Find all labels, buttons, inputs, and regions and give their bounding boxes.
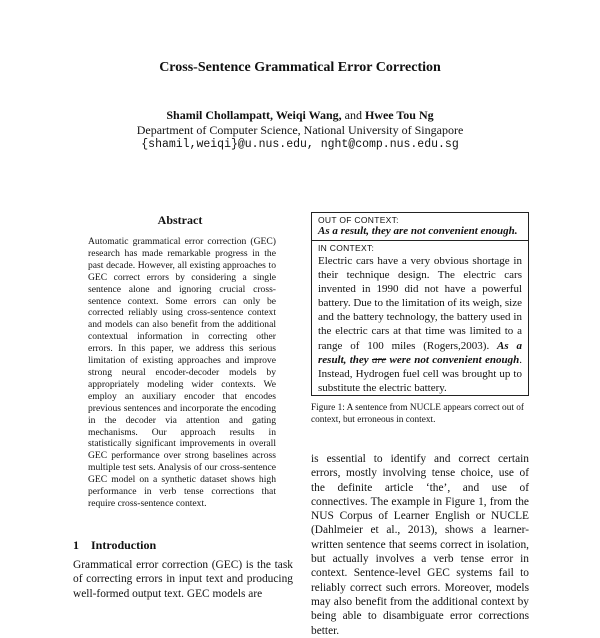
- out-of-context-label: OUT OF CONTEXT:: [318, 215, 399, 225]
- section-number: 1: [73, 538, 79, 552]
- in-context-text-2: . Instead, Hydrogen fuel cell was brought up to substitute the electric battery.: [318, 353, 522, 394]
- in-context-text-1: Electric cars have a very obvious shortage in their technique design. The electric cars invented in 1990 did not have a powerful battery. Due to the limitation of its weigh, size and the battery technology, the battery used in the electric cars at that time was limited to a range of 100 miles (Rogers,2003).: [318, 255, 522, 352]
- affiliation: Department of Computer Science, National University of Singapore: [136, 123, 464, 137]
- struck-word: are: [371, 353, 387, 366]
- abstract-heading: Abstract: [157, 213, 203, 227]
- figure-1-caption: Figure 1: A sentence from NUCLE appears correct out of context, but erroneous in context.: [311, 403, 524, 425]
- author-emails: {shamil,weiqi}@u.nus.edu, nght@comp.nus.edu.sg: [141, 138, 459, 151]
- in-context-passage: [312, 253, 528, 395]
- author-list: [0, 108, 600, 123]
- in-context-emphasis-2: were not convenient enough: [386, 353, 520, 366]
- section-heading-introduction: [73, 538, 156, 553]
- authors-conjunction: and: [341, 108, 365, 122]
- paper-title: Cross-Sentence Grammatical Error Correction: [159, 60, 441, 75]
- out-of-context-sentence: As a result, they are not convenient enough.: [318, 225, 518, 237]
- authors-last: Hwee Tou Ng: [364, 108, 434, 122]
- section-title: Introduction: [91, 538, 157, 552]
- figure-1-box: [311, 212, 529, 396]
- in-context-emphasis-1: As a result, they: [318, 339, 522, 366]
- in-context-label: IN CONTEXT:: [318, 243, 375, 253]
- abstract-body: Automatic grammatical error correction (GEC) research has made remarkable progress in the past decade. However, all existing approaches to GEC correct errors by considering a single sentence alone and ignoring crucial cross-sentence context. Some errors can only be corrected reliably using cross-sentence context and models can also benefit from the additional contextual information in correcting other errors. In this paper, we address this serious limitation of existing approaches and improve strong neural encoder-decoder models by appropriately modeling wider contexts. We employ an auxiliary encoder that encodes previous sentences and incorporate the encoding in the decoder via attention and gating mechanisms. Our approach results in statistically significant improvements in overall GEC performance over strong baselines across multiple test sets. Analysis of our cross-sentence GEC model on a synthetic dataset shows high performance in verb tense corrections that require cross-sentence context.: [88, 236, 276, 509]
- authors-primary: Shamil Chollampatt, Weiqi Wang,: [166, 108, 342, 122]
- introduction-left-column: Grammatical error correction (GEC) is the task of correcting errors in input text and producing well-formed output text. GEC models are: [73, 559, 293, 600]
- introduction-right-column: is essential to identify and correct certain errors, mostly involving tense choice, use of the definite article ‘the’, and use of connectives. The example in Figure 1, from the NUS Corpus of Learner English or NUCLE (Dahlmeier et al., 2013), shows a learner-written sentence that seems correct in isolation, but actually involves a verb tense error in context. Sentence-level GEC systems fail to reliably correct such errors. Moreover, models may also benefit from the additional context by being able to disambiguate error corrections better.: [311, 453, 529, 637]
